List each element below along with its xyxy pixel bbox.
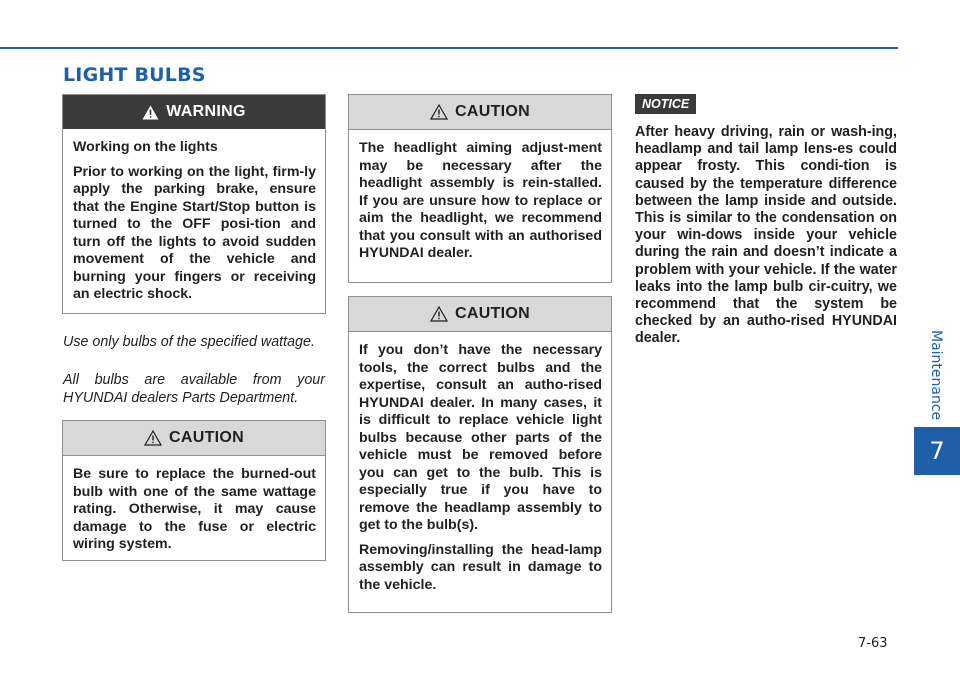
caution-box-body <box>349 130 611 263</box>
warning-box-body <box>63 129 325 304</box>
caution-box-bulb <box>62 420 326 561</box>
caution-triangle-icon <box>430 104 448 120</box>
caution-box-body <box>63 456 325 554</box>
caution-box-header <box>63 421 325 456</box>
bulb-wattage-text: Use only bulbs of the specified wattage. <box>63 334 315 350</box>
caution-box-header <box>349 297 611 332</box>
warning-subtitle: Working on the lights <box>73 139 218 155</box>
section-title: LIGHT BULBS <box>63 64 206 86</box>
caution-text: If you don’t have the necessary tools, the correct bulbs and the expertise, consult an autho-rised HYUNDAI dealer. In many cases, it is difficult to replace vehicle light bulbs because other parts of the vehicle must be removed before you can get to the bulb. This is especially true if you have to remove the headlamp assembly to get to the bulb(s). <box>359 342 602 533</box>
notice-badge: NOTICE <box>635 94 696 114</box>
caution-box-body <box>349 332 611 594</box>
header-rule <box>0 47 898 49</box>
caution-triangle-icon <box>144 430 162 446</box>
warning-box-header <box>63 95 325 129</box>
warning-text: Prior to working on the light, firm-ly apply the parking brake, ensure that the Engine Start/Stop button is turned to the OFF posi-tion and turn off the lights to avoid sudden movement of the vehicle and burning your fingers or receiving an electric shock. <box>73 163 316 302</box>
caution-box-tools <box>348 296 612 613</box>
caution-box-headlight-aiming <box>348 94 612 283</box>
caution-text: Removing/installing the head-lamp assembly can result in damage to the vehicle. <box>359 541 602 593</box>
warning-title: WARNING <box>166 103 246 120</box>
warning-triangle-icon <box>142 105 159 120</box>
warning-box <box>62 94 326 314</box>
bulb-availability-text: All bulbs are available from your HYUNDAI dealers Parts Department. <box>63 372 325 406</box>
notice-text: After heavy driving, rain or wash-ing, headlamp and tail lamp lens-es could appear frosty. This condi-tion is caused by the temperature difference between the lamp inside and outside. This is similar to the condensation on your win-dows inside your vehicle during the rain and doesn’t indicate a problem with your vehicle. If the water leaks into the lamp bulb cir-cuitry, we recommend that the system be checked by an autho-rised HYUNDAI dealer. <box>635 124 897 347</box>
page-number: 7-63 <box>858 636 888 651</box>
caution-text: Be sure to replace the burned-out bulb with one of the same wattage rating. Otherwise, it may cause damage to the fuse or electric wiring system. <box>73 466 316 552</box>
caution-title: CAUTION <box>455 305 530 322</box>
sidebar-chapter-label: Maintenance <box>928 330 944 421</box>
caution-triangle-icon <box>430 306 448 322</box>
caution-box-header <box>349 95 611 130</box>
chapter-tab: 7 <box>914 427 960 475</box>
caution-title: CAUTION <box>169 429 244 446</box>
caution-text: The headlight aiming adjust-ment may be necessary after the headlight assembly is rein-stalled. If you are unsure how to replace or aim the headlight, we recommend that you consult with an authorised HYUNDAI dealer. <box>359 140 602 261</box>
caution-title: CAUTION <box>455 103 530 120</box>
